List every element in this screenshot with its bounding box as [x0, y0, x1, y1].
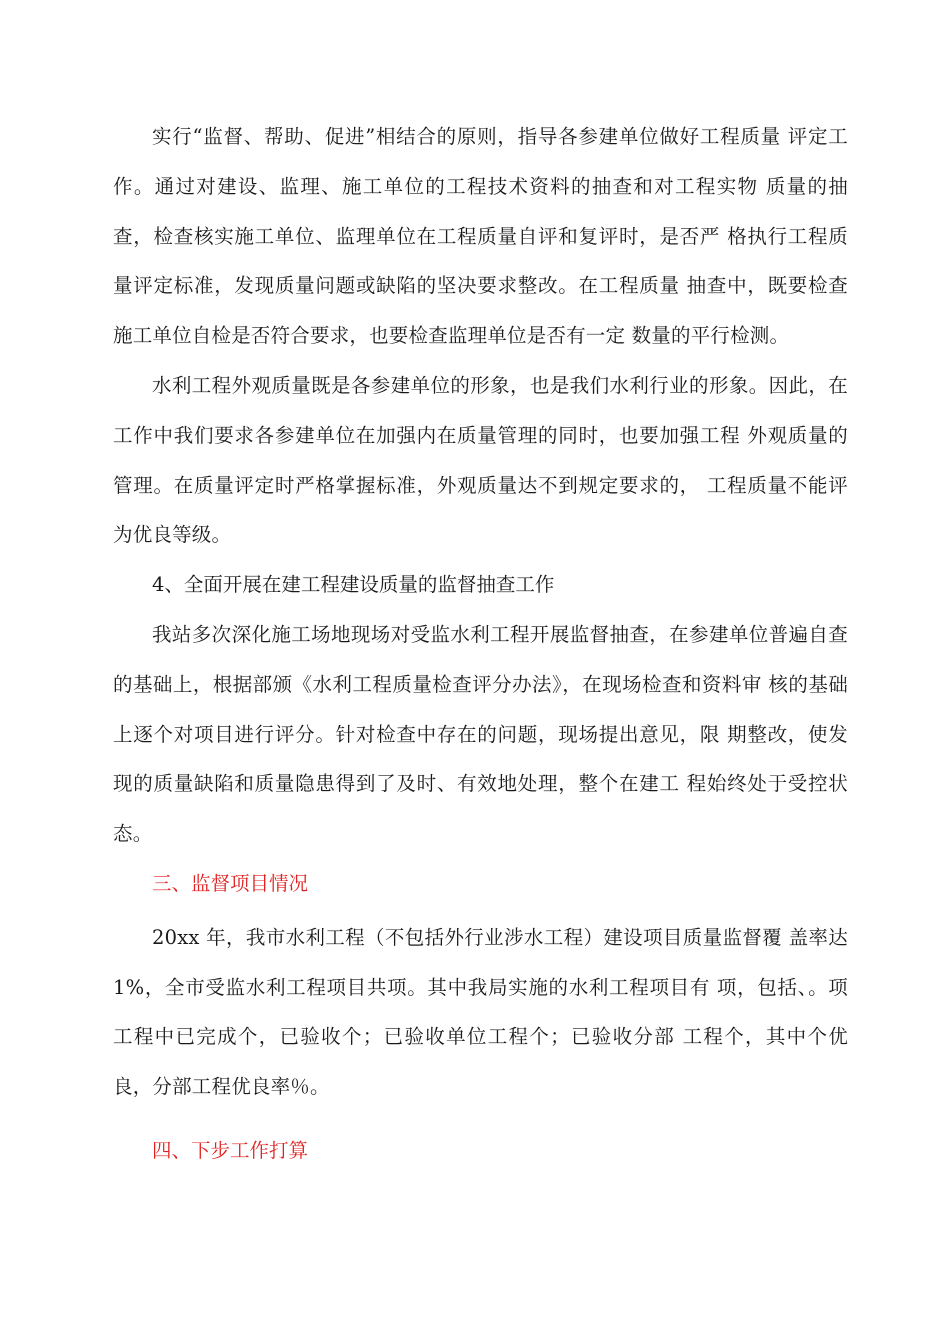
section-heading-next-steps: 四、下步工作打算 [152, 1138, 309, 1162]
paragraph-project-statistics: 20xx 年，我市水利工程（不包括外行业涉水工程）建设项目质量监督覆 盖率达 1%，全市受监水利工程项目共项。其中我局实施的水利工程项目有 项，包括、。项工程中已完成个，已验收个；已验收单位工程个；已验收分部 工程个，其中个优良，分部工程优良率％。 [113, 925, 848, 1099]
subheading-supervision-inspection: 4、全面开展在建工程建设质量的监督抽查工作 [152, 573, 555, 597]
paragraph-appearance-quality: 水利工程外观质量既是各参建单位的形象，也是我们水利行业的形象。因此，在工作中我们要求各参建单位在加强内在质量管理的同时，也要加强工程 外观质量的管理。在质量评定时严格掌握标准，外观质量达不到规定要求的， 工程质量不能评为优良等级。 [113, 373, 848, 547]
document-page [113, 112, 848, 1176]
paragraph-quality-evaluation: 实行“监督、帮助、促进”相结合的原则，指导各参建单位做好工程质量 评定工作。通过对建设、监理、施工单位的工程技术资料的抽查和对工程实物 质量的抽查，检查核实施工单位、监理单位在工程质量自评和复评时，是否严 格执行工程质量评定标准，发现质量问题或缺陷的坚决要求整改。在工程质量 抽查中，既要检查施工单位自检是否符合要求，也要检查监理单位是否有一定 数量的平行检测。 [113, 125, 848, 348]
section-heading-supervision-projects: 三、监督项目情况 [152, 871, 309, 895]
paragraph-spot-check: 我站多次深化施工场地现场对受监水利工程开展监督抽查，在参建单位普遍自查的基础上，根据部颁《水利工程质量检查评分办法》，在现场检查和资料审 核的基础上逐个对项目进行评分。针对检查中存在的问题，现场提出意见，限 期整改，使发现的质量缺陷和质量隐患得到了及时、有效地处理，整个在建工 程始终处于受控状态。 [113, 622, 848, 846]
